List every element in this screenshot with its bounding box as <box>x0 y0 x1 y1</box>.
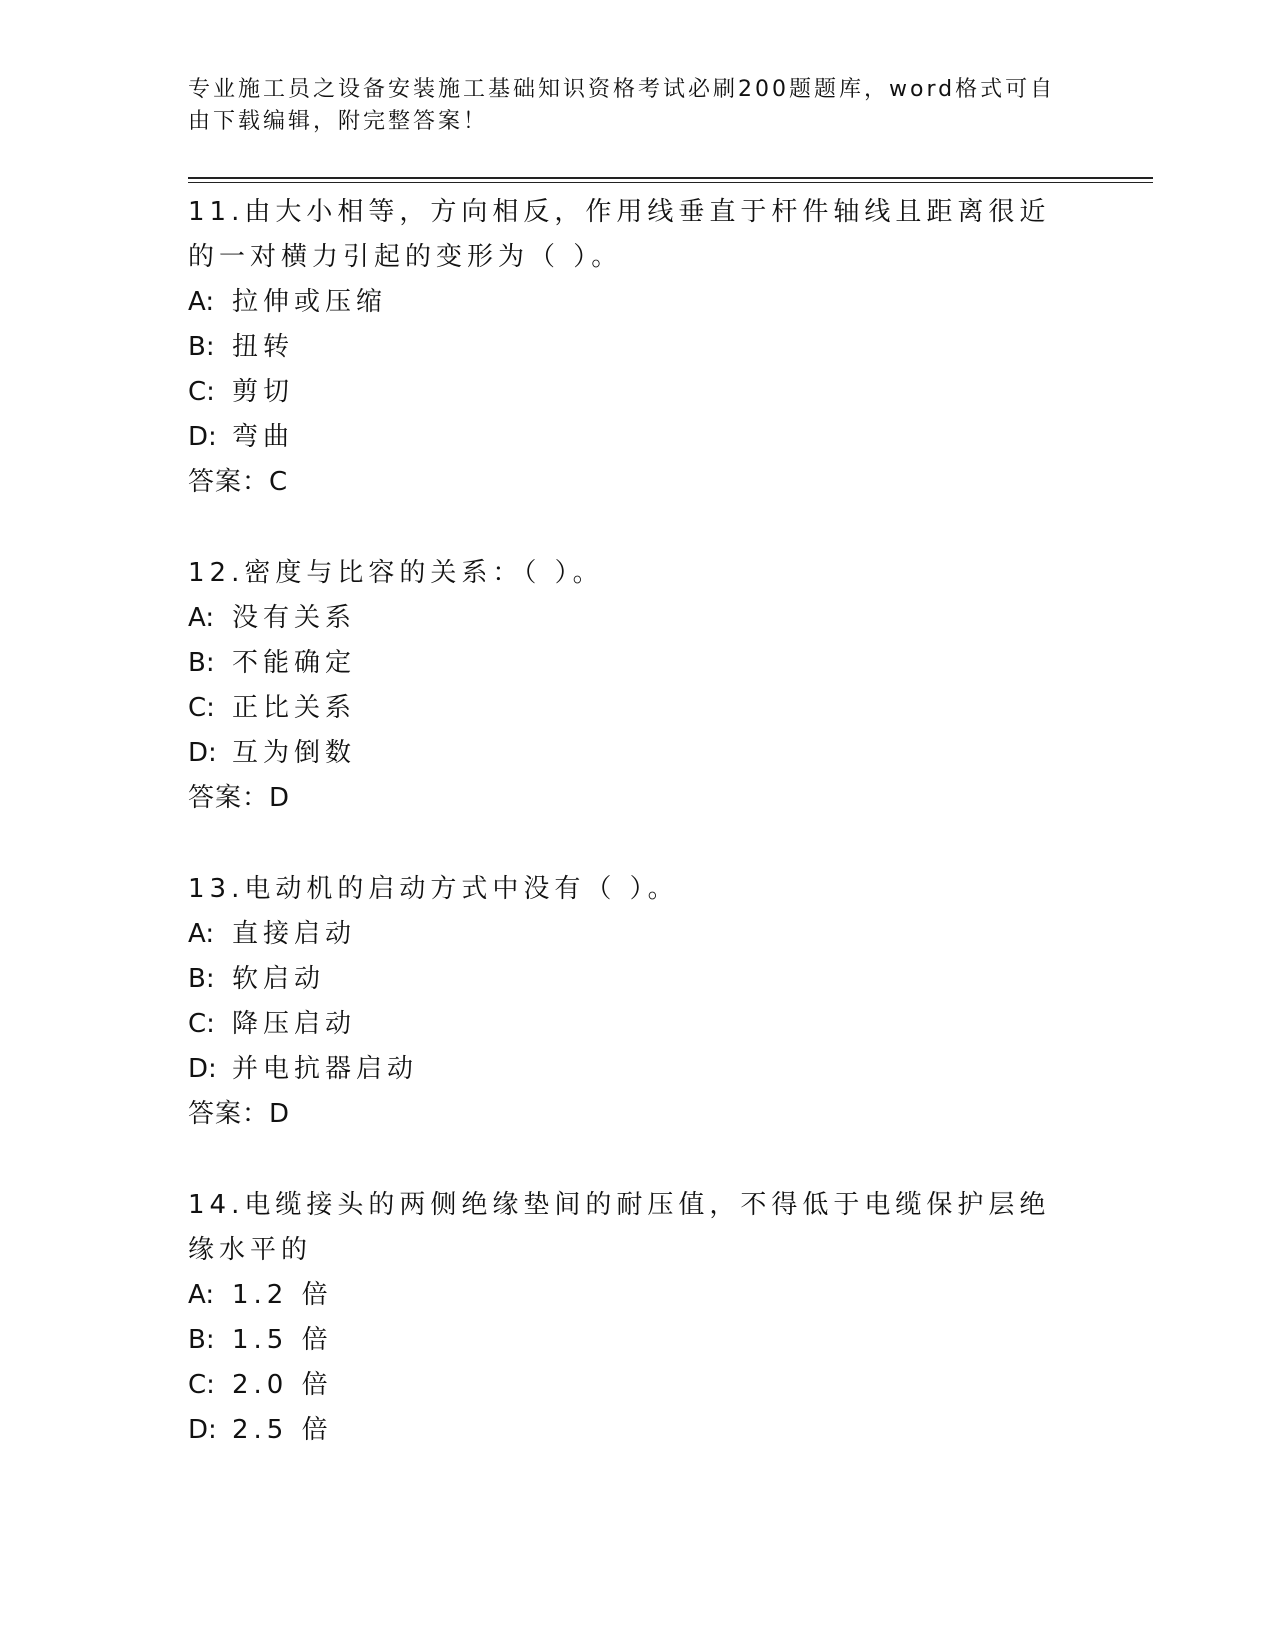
option-text: 不能确定 <box>232 648 357 678</box>
option-letter: C: <box>188 1370 215 1400</box>
option-b <box>188 957 1108 1002</box>
option-text: 拉伸或压缩 <box>232 287 388 317</box>
option-letter: A: <box>188 603 215 633</box>
question-list <box>188 190 1108 1499</box>
question-11 <box>188 190 1108 505</box>
option-letter: B: <box>188 648 215 678</box>
option-c <box>188 1002 1108 1047</box>
option-text: 没有关系 <box>232 603 357 633</box>
option-letter: D: <box>188 738 217 768</box>
answer-line: 答案：D <box>188 783 291 813</box>
question-14 <box>188 1183 1108 1453</box>
option-d <box>188 731 1108 776</box>
option-text: 2.5 倍 <box>232 1415 333 1445</box>
answer-line: 答案：D <box>188 1099 291 1129</box>
option-a <box>188 912 1108 957</box>
option-text: 直接启动 <box>232 919 357 949</box>
option-text: 1.5 倍 <box>232 1325 333 1355</box>
option-text: 剪切 <box>232 377 295 407</box>
option-c <box>188 370 1108 415</box>
option-letter: C: <box>188 693 215 723</box>
option-text: 扭转 <box>232 332 295 362</box>
option-a <box>188 596 1108 641</box>
option-b <box>188 641 1108 686</box>
option-text: 弯曲 <box>232 422 295 452</box>
option-d <box>188 415 1108 460</box>
option-text: 互为倒数 <box>232 738 357 768</box>
question-stem: 11.由大小相等，方向相反，作用线垂直于杆件轴线且距离很近的一对横力引起的变形为（ ）。 <box>188 197 1051 272</box>
option-a <box>188 280 1108 325</box>
option-c <box>188 1363 1108 1408</box>
option-letter: C: <box>188 377 215 407</box>
question-stem: 14.电缆接头的两侧绝缘垫间的耐压值，不得低于电缆保护层绝缘水平的 <box>188 1190 1051 1265</box>
option-text: 降压启动 <box>232 1009 357 1039</box>
question-stem: 13.电动机的启动方式中没有（ ）。 <box>188 874 679 904</box>
option-letter: B: <box>188 1325 215 1355</box>
option-letter: D: <box>188 422 217 452</box>
option-b <box>188 1318 1108 1363</box>
option-letter: D: <box>188 1415 217 1445</box>
option-letter: B: <box>188 332 215 362</box>
document-header: 专业施工员之设备安装施工基础知识资格考试必刷200题题库，word格式可自由下载编辑，附完整答案！ <box>188 77 1056 134</box>
option-text: 2.0 倍 <box>232 1370 333 1400</box>
option-letter: A: <box>188 919 215 949</box>
option-text: 软启动 <box>232 964 326 994</box>
option-d <box>188 1047 1108 1092</box>
option-text: 并电抗器启动 <box>232 1054 419 1084</box>
answer-line: 答案：C <box>188 467 289 497</box>
question-13 <box>188 867 1108 1137</box>
question-stem: 12.密度与比容的关系：（ ）。 <box>188 558 604 588</box>
option-b <box>188 325 1108 370</box>
option-letter: A: <box>188 287 215 317</box>
option-letter: C: <box>188 1009 215 1039</box>
option-text: 1.2 倍 <box>232 1280 333 1310</box>
option-letter: B: <box>188 964 215 994</box>
option-d <box>188 1408 1108 1453</box>
option-letter: A: <box>188 1280 215 1310</box>
header-divider <box>188 177 1153 183</box>
option-c <box>188 686 1108 731</box>
option-text: 正比关系 <box>232 693 357 723</box>
question-12 <box>188 551 1108 821</box>
option-letter: D: <box>188 1054 217 1084</box>
option-a <box>188 1273 1108 1318</box>
